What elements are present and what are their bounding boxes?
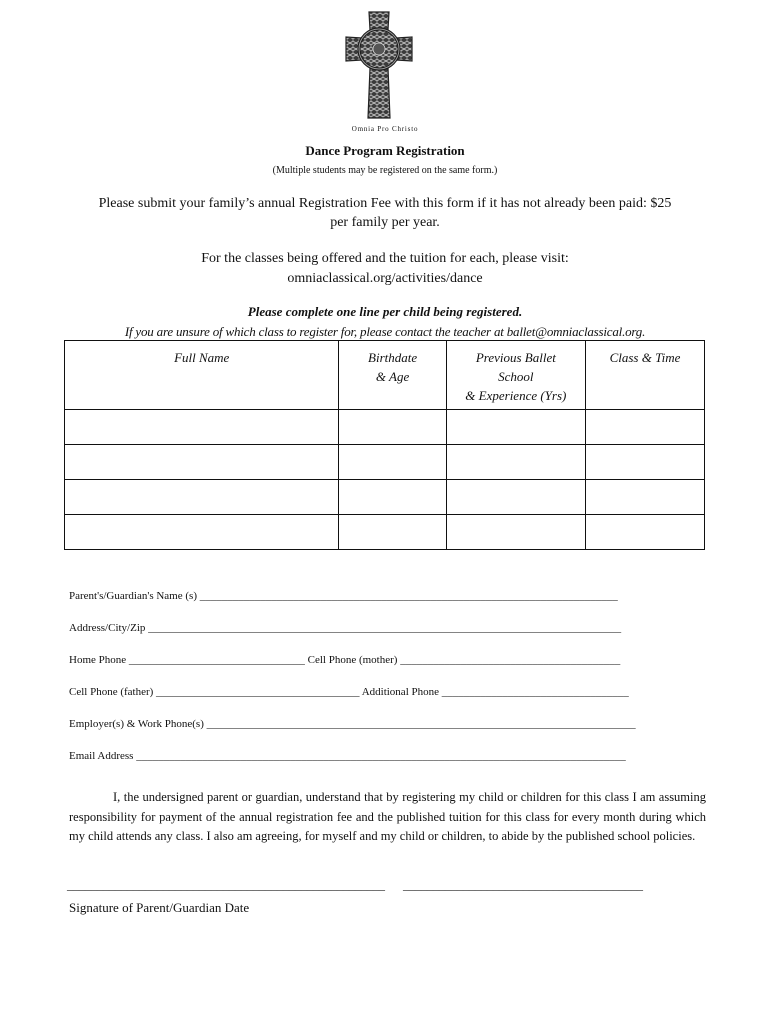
experience-cell[interactable] [446,515,585,550]
signature-label: Signature of Parent/Guardian Date [69,900,250,915]
home-phone-field[interactable]: Home Phone ________________________________ Cell Phone (mother) ________________________________________ [69,654,621,666]
header-birthdate-age: Birthdate & Age [339,341,446,410]
website-url[interactable]: omniaclassical.org/activities/dance [287,271,483,286]
student-table [64,340,705,550]
class-cell[interactable] [585,480,704,515]
contact-instruction: If you are unsure of which class to register for, please contact the teacher at ballet@omniaclassical.org. [124,324,646,339]
experience-cell[interactable] [446,445,585,480]
email-field[interactable]: Email Address _________________________________________________________________________________________ [69,750,626,762]
celtic-cross-logo [344,10,414,122]
class-cell[interactable] [585,410,704,445]
header-full-name: Full Name [65,341,339,410]
address-field[interactable]: Address/City/Zip ______________________________________________________________________________________ [69,622,622,634]
birthdate-cell[interactable] [339,445,446,480]
birthdate-cell[interactable] [339,480,446,515]
form-title: Dance Program Registration [305,143,465,158]
table-row [65,515,705,550]
name-cell[interactable] [65,410,339,445]
cell-phone-father-field[interactable]: Cell Phone (father) _____________________________________ Additional Phone __________________________________ [69,686,629,698]
experience-cell[interactable] [446,410,585,445]
table-row [65,480,705,515]
parent-name-field[interactable]: Parent's/Guardian's Name (s) ____________________________________________________________________________ [69,590,618,602]
employer-field[interactable]: Employer(s) & Work Phone(s) ______________________________________________________________________________ [69,718,636,730]
class-cell[interactable] [585,515,704,550]
birthdate-cell[interactable] [339,515,446,550]
name-cell[interactable] [65,445,339,480]
table-row [65,445,705,480]
table-row [65,410,705,445]
header-previous-school: Previous Ballet School & Experience (Yrs) [446,341,585,410]
date-line[interactable]: ________________________________________ [403,878,643,892]
class-cell[interactable] [585,445,704,480]
visit-notice-line1: For the classes being offered and the tuition for each, please visit: [201,251,569,266]
header-class-time: Class & Time [585,341,704,410]
birthdate-cell[interactable] [339,410,446,445]
agreement-paragraph [69,788,706,847]
signature-line[interactable]: _____________________________________________________ [67,878,385,892]
fee-notice-line2: per family per year. [330,215,440,230]
name-cell[interactable] [65,515,339,550]
table-header-row [65,341,705,410]
agreement-text: I, the undersigned parent or guardian, understand that by registering my child or children for this class I am assuming responsibility for payment of the annual registration fee and the published tuition for this class for every month during which my child attends any class. I also am agreeing, for myself and my child or children, to abide by the published school policies. [69,790,706,843]
logo-motto: Omnia Pro Christo [351,125,419,133]
instruction-line: Please complete one line per child being registered. [247,304,523,319]
form-subtitle: (Multiple students may be registered on the same form.) [272,165,498,176]
name-cell[interactable] [65,480,339,515]
experience-cell[interactable] [446,480,585,515]
fee-notice-line1: Please submit your family’s annual Registration Fee with this form if it has not already been paid: $25 [98,196,672,211]
